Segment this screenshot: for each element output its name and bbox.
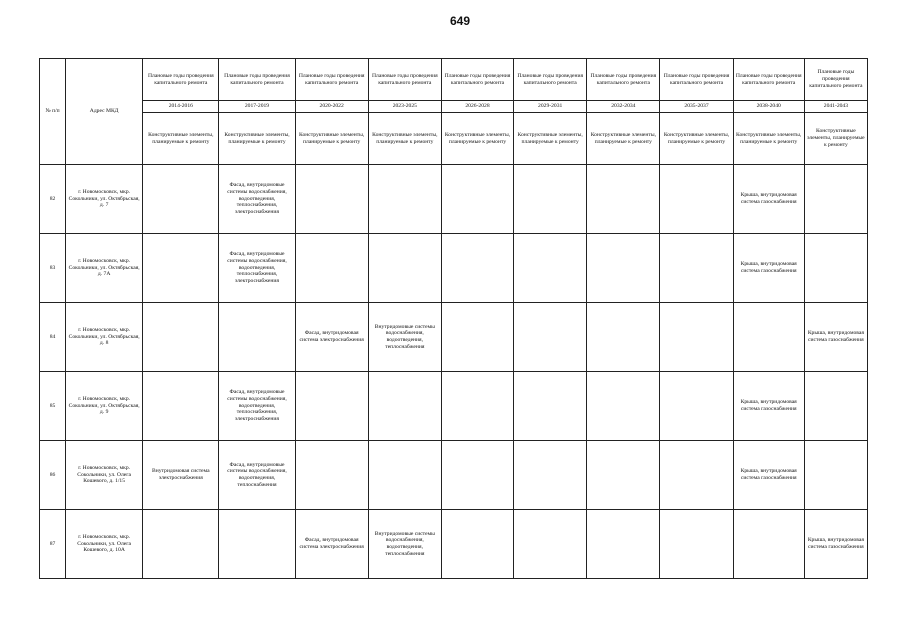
repair-elements-cell <box>660 510 733 579</box>
repair-elements-cell <box>587 234 660 303</box>
repair-elements-cell <box>660 372 733 441</box>
repair-elements-cell <box>804 234 867 303</box>
repair-elements-cell <box>295 372 368 441</box>
period-caption: Плановые годы проведения капитального ремонта <box>733 59 804 101</box>
repair-elements-cell: Крыша, внутридомовая система газоснабжения <box>804 303 867 372</box>
repair-elements-cell <box>804 165 867 234</box>
repair-elements-cell: Внутридомовые системы водоснабжения, водоотведения, теплоснабжения <box>368 303 441 372</box>
row-number: 85 <box>40 372 66 441</box>
repair-elements-cell <box>804 441 867 510</box>
table-row <box>40 165 868 234</box>
elements-label: Конструктивные элементы, планируемые к ремонту <box>295 113 368 165</box>
row-number: 83 <box>40 234 66 303</box>
repair-elements-cell <box>219 303 295 372</box>
repair-elements-cell <box>660 441 733 510</box>
period-years: 2029-2031 <box>514 101 587 113</box>
row-address: г. Новомосковск, мкр. Сокольники, ул. Октябрьская, д. 7 <box>66 165 143 234</box>
elements-label: Конструктивные элементы, планируемые к ремонту <box>441 113 513 165</box>
repair-elements-cell <box>441 234 513 303</box>
period-years: 2041-2043 <box>804 101 867 113</box>
repair-elements-cell: Фасад, внутридомовая система электроснабжения <box>295 303 368 372</box>
repair-elements-cell <box>441 510 513 579</box>
repair-elements-cell <box>368 372 441 441</box>
repair-elements-cell: Крыша, внутридомовая система газоснабжения <box>733 441 804 510</box>
period-years: 2017-2019 <box>219 101 295 113</box>
repair-elements-cell <box>441 441 513 510</box>
row-number: 87 <box>40 510 66 579</box>
repair-elements-cell: Крыша, внутридомовая система газоснабжения <box>733 165 804 234</box>
period-caption: Плановые годы проведения капитального ремонта <box>587 59 660 101</box>
row-number: 82 <box>40 165 66 234</box>
elements-label: Конструктивные элементы, планируемые к ремонту <box>143 113 219 165</box>
repair-elements-cell: Крыша, внутридомовая система газоснабжения <box>733 372 804 441</box>
header-caption-row <box>40 59 868 101</box>
repair-elements-cell <box>143 165 219 234</box>
column-header-number: № п/п <box>40 59 66 165</box>
repair-elements-cell <box>804 372 867 441</box>
period-caption: Плановые годы проведения капитального ремонта <box>660 59 733 101</box>
row-number: 86 <box>40 441 66 510</box>
repair-elements-cell <box>368 165 441 234</box>
repair-elements-cell <box>368 441 441 510</box>
elements-label: Конструктивные элементы, планируемые к ремонту <box>660 113 733 165</box>
repair-elements-cell <box>587 510 660 579</box>
row-address: г. Новомосковск, мкр. Сокольники, ул. Октябрьская, д. 7А <box>66 234 143 303</box>
repair-elements-cell <box>295 165 368 234</box>
table-body <box>40 165 868 579</box>
period-caption: Плановые годы проведения капитального ремонта <box>143 59 219 101</box>
repair-elements-cell <box>514 165 587 234</box>
repair-elements-cell <box>441 303 513 372</box>
repair-elements-cell <box>514 372 587 441</box>
period-caption: Плановые годы проведения капитального ремонта <box>295 59 368 101</box>
header-elements-row <box>40 113 868 165</box>
table-row <box>40 234 868 303</box>
table-row <box>40 510 868 579</box>
repair-elements-cell <box>368 234 441 303</box>
elements-label: Конструктивные элементы, планируемые к ремонту <box>368 113 441 165</box>
elements-label: Конструктивные элементы, планируемые к ремонту <box>219 113 295 165</box>
row-address: г. Новомосковск, мкр. Сокольники, ул. Октябрьская, д. 9 <box>66 372 143 441</box>
period-years: 2020-2022 <box>295 101 368 113</box>
elements-label: Конструктивные элементы, планируемые к ремонту <box>587 113 660 165</box>
repair-elements-cell <box>441 165 513 234</box>
period-caption: Плановые годы проведения капитального ремонта <box>441 59 513 101</box>
repair-elements-cell <box>514 510 587 579</box>
table-row <box>40 441 868 510</box>
row-address: г. Новомосковск, мкр. Сокольники, ул. Олега Кошевого, д. 1/15 <box>66 441 143 510</box>
table-row <box>40 303 868 372</box>
table-row <box>40 372 868 441</box>
capital-repair-plan-table <box>39 58 868 579</box>
repair-elements-cell <box>295 441 368 510</box>
repair-elements-cell <box>295 234 368 303</box>
repair-elements-cell: Крыша, внутридомовая система газоснабжения <box>804 510 867 579</box>
repair-elements-cell: Фасад, внутридомовые системы водоснабжения, водоотведения, теплоснабжения, электроснабжения <box>219 165 295 234</box>
repair-elements-cell <box>733 510 804 579</box>
repair-elements-cell: Фасад, внутридомовые системы водоснабжения, водоотведения, теплоснабжения <box>219 441 295 510</box>
repair-elements-cell: Фасад, внутридомовые системы водоснабжения, водоотведения, теплоснабжения, электроснабжения <box>219 234 295 303</box>
period-years: 2023-2025 <box>368 101 441 113</box>
period-caption: Плановые годы проведения капитального ремонта <box>514 59 587 101</box>
repair-elements-cell <box>143 234 219 303</box>
repair-elements-cell <box>660 165 733 234</box>
repair-elements-cell <box>143 372 219 441</box>
repair-elements-cell <box>587 303 660 372</box>
repair-elements-cell <box>514 234 587 303</box>
repair-elements-cell: Крыша, внутридомовая система газоснабжения <box>733 234 804 303</box>
repair-elements-cell <box>660 303 733 372</box>
period-caption: Плановые годы проведения капитального ремонта <box>219 59 295 101</box>
period-years: 2035-2037 <box>660 101 733 113</box>
page-number: 649 <box>449 14 471 28</box>
repair-elements-cell <box>587 372 660 441</box>
repair-elements-cell: Внутридомовые системы водоснабжения, водоотведения, теплоснабжения <box>368 510 441 579</box>
row-number: 84 <box>40 303 66 372</box>
period-years: 2032-2034 <box>587 101 660 113</box>
row-address: г. Новомосковск, мкр. Сокольники, ул. Октябрьская, д. 8 <box>66 303 143 372</box>
repair-elements-cell <box>587 441 660 510</box>
repair-elements-cell <box>441 372 513 441</box>
period-years: 2026-2028 <box>441 101 513 113</box>
period-caption: Плановые годы проведения капитального ремонта <box>804 59 867 101</box>
repair-elements-cell <box>587 165 660 234</box>
period-years: 2014-2016 <box>143 101 219 113</box>
elements-label: Конструктивные элементы, планируемые к ремонту <box>804 113 867 165</box>
repair-elements-cell: Фасад, внутридомовые системы водоснабжения, водоотведения, теплоснабжения, электроснабжения <box>219 372 295 441</box>
period-caption: Плановые годы проведения капитального ремонта <box>368 59 441 101</box>
repair-elements-cell <box>514 441 587 510</box>
period-years: 2038-2040 <box>733 101 804 113</box>
repair-elements-cell <box>514 303 587 372</box>
repair-elements-cell <box>219 510 295 579</box>
repair-elements-cell: Фасад, внутридомовая система электроснабжения <box>295 510 368 579</box>
header-years-row <box>40 101 868 113</box>
repair-elements-cell <box>143 303 219 372</box>
row-address: г. Новомосковск, мкр. Сокольники, ул. Олега Кошевого, д. 10А <box>66 510 143 579</box>
column-header-address: Адрес МКД <box>66 59 143 165</box>
repair-elements-cell <box>733 303 804 372</box>
elements-label: Конструктивные элементы, планируемые к ремонту <box>733 113 804 165</box>
elements-label: Конструктивные элементы, планируемые к ремонту <box>514 113 587 165</box>
repair-elements-cell <box>660 234 733 303</box>
repair-elements-cell <box>143 510 219 579</box>
repair-elements-cell: Внутридомовая система электроснабжения <box>143 441 219 510</box>
